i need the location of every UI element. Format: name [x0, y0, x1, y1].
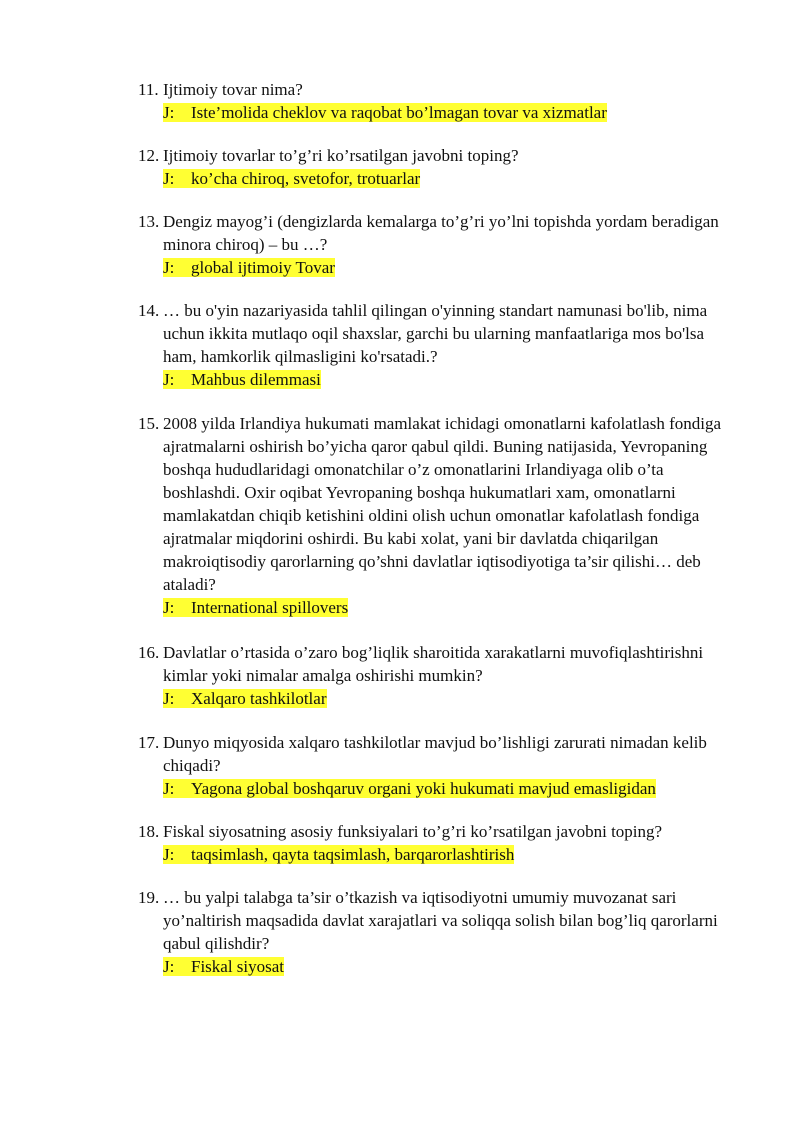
answer-text: Mahbus dilemmasi [191, 370, 321, 389]
answer-prefix: J: [163, 957, 175, 976]
answer-prefix: J: [163, 598, 175, 617]
answer-text: Xalqaro tashkilotlar [191, 689, 327, 708]
answer-line [163, 256, 738, 279]
question-text: … bu o'yin nazariyasida tahlil qilingan o'yinning standart namunasi bo'lib, nima uchun ikkita mutlaqo oqil shaxslar, garchi bu ularning manfaatlariga mos bo'lsa ham, hamkorlik qilmasligini ko'rsatadi.? [163, 301, 708, 366]
question-block-17 [138, 731, 738, 800]
answer-line [163, 167, 738, 190]
answer-text: Yagona global boshqaruv organi yoki hukumati mavjud emasligidan [191, 779, 656, 798]
answer-line [163, 368, 738, 391]
question-text: Davlatlar o’rtasida o’zaro bog’liqlik sharoitida xarakatlarni muvofiqlashtirishni kimlar yoki nimalar amalga oshirishi mumkin? [163, 643, 704, 685]
answer-text: ko’cha chiroq, svetofor, trotuarlar [191, 169, 421, 188]
question-text: … bu yalpi talabga ta’sir o’tkazish va iqtisodiyotni umumiy muvozanat sari yo’naltirish maqsadida davlat xarajatlari va soliqqa solish bilan bog’liq qarorlarni qabul qilishdir? [163, 888, 718, 953]
question-block-12 [138, 144, 738, 190]
question-block-18 [138, 820, 738, 866]
answer-prefix: J: [163, 103, 175, 122]
question-block-16 [138, 641, 738, 710]
answer-prefix: J: [163, 779, 175, 798]
question-number: 18. [138, 822, 160, 841]
answer-line [163, 777, 738, 800]
question-block-11 [138, 78, 738, 124]
answer-prefix: J: [163, 370, 175, 389]
answer-prefix: J: [163, 258, 175, 277]
question-block-19 [138, 886, 738, 978]
answer-text: global ijtimoiy Tovar [191, 258, 335, 277]
question-number: 15. [138, 414, 160, 433]
answer-text: Iste’molida cheklov va raqobat bo’lmagan tovar va xizmatlar [191, 103, 607, 122]
question-number: 13. [138, 212, 160, 231]
question-text: Ijtimoiy tovarlar to’g’ri ko’rsatilgan javobni toping? [163, 146, 519, 165]
answer-text: taqsimlash, qayta taqsimlash, barqarorlashtirish [191, 845, 515, 864]
question-text: Dunyo miqyosida xalqaro tashkilotlar mavjud bo’lishligi zarurati nimadan kelib chiqadi? [163, 733, 707, 775]
question-number: 17. [138, 733, 160, 752]
answer-prefix: J: [163, 845, 175, 864]
question-number: 12. [138, 146, 160, 165]
question-number: 11. [138, 80, 159, 99]
question-block-13 [138, 210, 738, 279]
question-number: 14. [138, 301, 160, 320]
question-number: 19. [138, 888, 160, 907]
question-text: Ijtimoiy tovar nima? [163, 80, 303, 99]
answer-prefix: J: [163, 169, 175, 188]
answer-prefix: J: [163, 689, 175, 708]
question-block-15 [138, 412, 738, 619]
answer-line [163, 687, 738, 710]
question-text: Dengiz mayog’i (dengizlarda kemalarga to’g’ri yo’lni topishda yordam beradigan minora chiroq) – bu …? [163, 212, 719, 254]
question-text: Fiskal siyosatning asosiy funksiyalari to’g’ri ko’rsatilgan javobni toping? [163, 822, 663, 841]
question-text: 2008 yilda Irlandiya hukumati mamlakat ichidagi omonatlarni kafolatlash fondiga ajratmalarni oshirish bo’yicha qaror qabul qildi. Buning natijasida, Yevropaning boshqa hududlaridagi omonatchilar o’z omonatlarini Irlandiyaga olib o’ta boshlashdi. Oxir oqibat Yevropaning boshqa hukumatlari xam, omonatlarni mamlakatdan chiqib ketishini oldini olish uchun omonatlar kafolatlash fondiga ajratmalar miqdorini oshirdi. Bu kabi xolat, yani bir davlatda chiqarilgan makroiqtisodiy qarorlarning qo’shni davlatlar iqtisodiyotiga ta’sir qilishi… deb ataladi? [163, 414, 722, 594]
question-block-14 [138, 299, 738, 391]
answer-line [163, 843, 738, 866]
answer-text: International spillovers [191, 598, 349, 617]
answer-text: Fiskal siyosat [191, 957, 285, 976]
answer-line [163, 101, 738, 124]
answer-line [163, 596, 738, 619]
question-number: 16. [138, 643, 160, 662]
answer-line [163, 955, 738, 978]
